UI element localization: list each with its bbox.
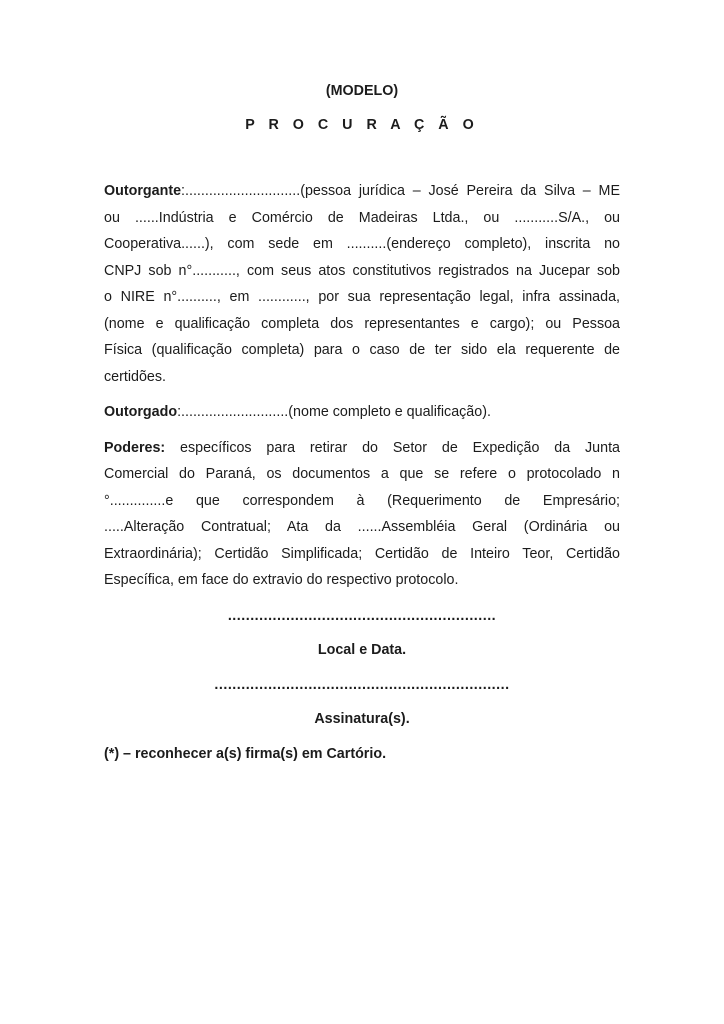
poderes-line-4: .....Alteração Contratual; Ata da ......Assembléia Geral (Ordinária ou [104, 519, 620, 535]
local-e-data-label: Local e Data. [317, 642, 407, 658]
outorgante-line-6: (nome e qualificação completa dos representantes e cargo); ou Pessoa [104, 315, 620, 332]
poderes-line-1 [104, 435, 620, 462]
dotted-separator-1: ............................................................ [227, 607, 497, 624]
assinaturas-label: Assinatura(s). [314, 711, 410, 727]
outorgado-line-text: :...........................(nome completo e qualificação). [177, 404, 491, 420]
poderes-line-2: Comercial do Paraná, os documentos a que se refere o protocolado n [104, 466, 620, 482]
outorgante-line-5: o NIRE n°.........., em ............, por sua representação legal, infra assinada, [104, 289, 620, 305]
document-title: (MODELO) [325, 83, 399, 99]
outorgante-line-3: Cooperativa......), com sede em ..........(endereço completo), inscrita no [104, 236, 620, 252]
paragraph-outorgante [104, 178, 620, 390]
outorgante-line-7: Física (qualificação completa) para o caso de ter sido ela requerente de [104, 342, 620, 358]
paragraph-poderes [104, 435, 620, 594]
poderes-line-5: Extraordinária); Certidão Simplificada; Certidão de Inteiro Teor, Certidão [104, 545, 620, 562]
paragraph-outorgado [104, 399, 620, 426]
outorgado-label: Outorgado [104, 404, 178, 420]
outorgante-line-1 [104, 178, 620, 205]
document-subtitle: P R O C U R A Ç Ã O [245, 116, 479, 133]
cartorio-footnote: (*) – reconhecer a(s) firma(s) em Cartório. [104, 745, 387, 762]
outorgante-line-2: ou ......Indústria e Comércio de Madeiras Ltda., ou ...........S/A., ou [104, 209, 620, 226]
outorgante-line-8: certidões. [104, 368, 166, 385]
dotted-separator-2: .................................................................. [214, 676, 510, 693]
poderes-line-3: °..............e que correspondem à (Requerimento de Empresário; [104, 492, 620, 509]
outorgado-line [104, 399, 620, 426]
outorgante-line-4: CNPJ sob n°..........., com seus atos constitutivos registrados na Jucepar sob [104, 262, 620, 279]
poderes-line-1-text: específicos para retirar do Setor de Expedição da Junta [165, 439, 620, 456]
outorgante-line-1-text: :.............................(pessoa jurídica – José Pereira da Silva – ME [181, 183, 620, 199]
poderes-label: Poderes: [104, 439, 166, 456]
outorgante-label: Outorgante [104, 183, 182, 199]
poderes-line-6: Específica, em face do extravio do respectivo protocolo. [104, 572, 459, 588]
